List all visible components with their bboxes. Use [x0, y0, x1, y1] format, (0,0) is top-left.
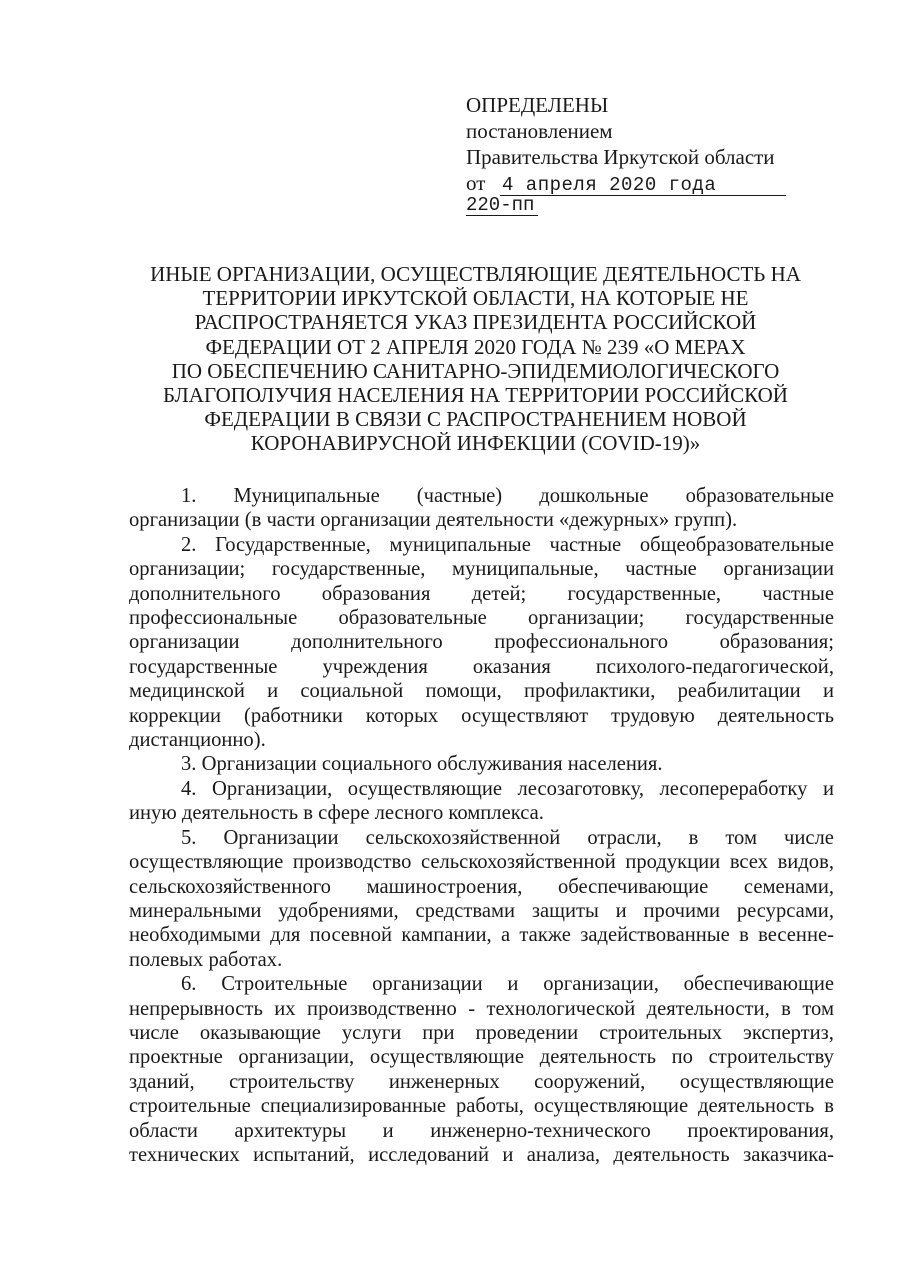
body-word: и [382, 1119, 394, 1142]
body-word: Муниципальные [233, 485, 380, 507]
body-word: иную деятельность в сфере лесного комплекса. [129, 802, 544, 825]
body-line [129, 1143, 834, 1167]
body-word: по [671, 1046, 693, 1069]
body-word: организации [372, 973, 483, 996]
body-word: экспертиз, [742, 1021, 834, 1044]
body-word: лесозаготовку, [517, 777, 644, 800]
body-line [129, 582, 834, 606]
body-word: строительные [129, 1095, 251, 1118]
body-line [129, 1021, 834, 1045]
body-word: профессионального [494, 631, 669, 654]
body-word: реабилитации [677, 680, 801, 703]
approval-stamp [466, 92, 796, 216]
body-word: государственные [685, 607, 834, 630]
body-word: коррекции [129, 704, 222, 727]
body-word: строительству [708, 1046, 834, 1069]
approval-heading: ОПРЕДЕЛЕНЫ [466, 93, 609, 117]
body-word: 4. [181, 777, 197, 800]
body-word: посевной [309, 924, 393, 947]
body-word: сельскохозяйственного [129, 875, 331, 898]
body-word: оказывающие [199, 1021, 321, 1044]
body-word: и [267, 680, 279, 703]
body-line [129, 826, 834, 850]
body-word: минеральными [129, 899, 262, 922]
body-word: государственные [129, 655, 278, 678]
body-word: анализа, [526, 1143, 601, 1166]
body-line [129, 752, 834, 776]
body-word: архитектуры [234, 1119, 347, 1142]
body-word: обеспечивающие [557, 875, 709, 898]
body-word: Государственные, [215, 533, 371, 556]
body-word: 6. [181, 973, 197, 996]
body-word: организации, [543, 973, 659, 996]
body-word: удобрениями, [278, 899, 399, 922]
body-word: видов, [777, 851, 834, 874]
body-word: осуществляющие [369, 1046, 525, 1069]
approval-date-prefix: от [466, 171, 486, 195]
body-word: государственные, [567, 582, 722, 605]
body-word: образования; [719, 631, 834, 654]
body-line [129, 997, 834, 1021]
body-word: осуществляют [461, 704, 589, 727]
body-word: всех [729, 851, 768, 874]
body-word: организации; [528, 607, 645, 630]
body-word: дистанционно). [129, 729, 266, 752]
body-line [129, 704, 834, 728]
body-word: в [824, 1095, 834, 1118]
body-word: услуги [341, 1021, 402, 1044]
body-word: задействованные [580, 924, 730, 947]
body-word: строительству [229, 1070, 355, 1093]
approval-number-line [466, 195, 796, 216]
body-word: специализированные [260, 1095, 447, 1118]
title-line: ПО ОБЕСПЕЧЕНИЮ САНИТАРНО-ЭПИДЕМИОЛОГИЧЕСКОГО [171, 358, 780, 383]
title-line: КОРОНАВИРУСНОЙ ИНФЕКЦИИ (COVID-19)» [250, 431, 701, 456]
approval-date-line [466, 170, 796, 196]
body-word: (работники [243, 704, 343, 727]
body-word: государственные, [271, 558, 426, 581]
body-word: организации, [238, 1046, 355, 1069]
body-word: деятельность [698, 1095, 815, 1118]
body-line [129, 1094, 834, 1118]
body-word: испытаний, [253, 1143, 355, 1166]
body-word: в [781, 997, 791, 1020]
approval-authority: Правительства Иркутской области [466, 145, 775, 169]
body-word: и [507, 973, 519, 996]
body-line [129, 899, 834, 923]
body-word: зданий, [129, 1070, 195, 1093]
approval-date: 4 апреля 2020 года [500, 175, 786, 196]
body-word: для [270, 924, 301, 947]
body-word: сельскохозяйственной [365, 826, 561, 849]
body-line [129, 655, 834, 679]
body-word: проведении [475, 1021, 579, 1044]
body-word: - [468, 997, 476, 1020]
body-word: инженерно-технического [430, 1119, 651, 1142]
body-word: 2. [181, 533, 197, 556]
body-word: ресурсами, [736, 899, 834, 922]
body-word: и [615, 899, 627, 922]
body-word: их [274, 997, 296, 1020]
body-line [129, 777, 834, 801]
body-line [129, 850, 834, 874]
body-word: том [725, 826, 757, 849]
body-word: образовательные [685, 485, 834, 507]
body-word: числе [129, 1021, 179, 1044]
body-word: образовательные [338, 607, 487, 630]
body-word: в [739, 924, 749, 947]
body-word: организации (в части организации деятельности «дежурных» групп). [129, 509, 738, 532]
body-word: учреждения [322, 655, 428, 678]
body-word: Строительные [221, 973, 348, 996]
body-word: производство [292, 851, 412, 874]
body-word: технологической [486, 997, 636, 1020]
body-word: частные [549, 533, 622, 556]
body-word: кампании, [401, 924, 492, 947]
body-word: медицинской [129, 680, 245, 703]
body-word: деятельность [539, 1046, 656, 1069]
body-word: деятельность [717, 704, 834, 727]
body-line [129, 679, 834, 703]
body-word: муниципальные, [452, 558, 599, 581]
body-word: частные [625, 558, 697, 581]
body-word: машиностроения, [366, 875, 523, 898]
body-word: осуществляющие [129, 851, 284, 874]
body-line [129, 875, 834, 899]
body-word: при [422, 1021, 455, 1044]
approval-number: 220-пп [466, 195, 538, 216]
body-word: образования [321, 582, 431, 605]
body-word: детей; [471, 582, 527, 605]
body-word: и [822, 777, 834, 800]
body-word: весенне- [758, 924, 834, 947]
body-word: 3. Организации социального обслуживания населения. [181, 753, 663, 776]
body-word: защиты [531, 899, 599, 922]
body-line [129, 1119, 834, 1143]
body-word: производственно [307, 997, 457, 1020]
body-word: числе [783, 826, 834, 849]
title-line: ИНЫЕ ОРГАНИЗАЦИИ, ОСУЩЕСТВЛЯЮЩИЕ ДЕЯТЕЛЬНОСТЬ НА [150, 262, 801, 286]
body-word: деятельность [613, 1143, 730, 1166]
body-word: профессиональные [129, 607, 298, 630]
body-line [129, 728, 834, 752]
body-word: в [688, 826, 699, 849]
body-word: дополнительного [291, 631, 443, 654]
body-word: и [502, 1143, 514, 1166]
body-word: семенами, [743, 875, 834, 898]
body-word: том [802, 997, 834, 1020]
body-word: профилактики, [524, 680, 656, 703]
body-word: Организации [223, 826, 339, 849]
approval-resolution: постановлением [466, 119, 613, 143]
body-word: проектные [129, 1046, 223, 1069]
title-line: ТЕРРИТОРИИ ИРКУТСКОЙ ОБЛАСТИ, НА КОТОРЫЕ НЕ [202, 286, 749, 311]
body-word: дошкольные [539, 485, 649, 507]
body-word: непрерывность [129, 997, 263, 1020]
body-word: (частные) [416, 485, 503, 507]
body-line [129, 630, 834, 654]
body-word: строительных [599, 1021, 723, 1044]
body-line [129, 557, 834, 581]
title-line: РАСПРОСТРАНЯЕТСЯ УКАЗ ПРЕЗИДЕНТА РОССИЙСКОЙ [194, 310, 757, 335]
body-word: исследований [368, 1143, 489, 1166]
body-word: организации [723, 558, 834, 581]
body-word: продукции [625, 851, 721, 874]
body-line [129, 923, 834, 947]
body-word: а [500, 924, 511, 947]
body-word: работы, [456, 1095, 524, 1118]
title-line: БЛАГОПОЛУЧИЯ НАСЕЛЕНИЯ НА ТЕРРИТОРИИ РОССИЙСКОЙ [163, 383, 788, 408]
body-line [129, 1070, 834, 1094]
body-word: социальной [300, 680, 404, 703]
body-word: отрасли, [587, 826, 662, 849]
body-line [129, 508, 834, 532]
body-word: прочими [643, 899, 721, 922]
body-word: лесопереработку [659, 777, 808, 800]
body-word: оказания [472, 655, 551, 678]
body-line [129, 533, 834, 557]
body-word: деятельности, [646, 997, 770, 1020]
body-word: осуществляющие [533, 1095, 689, 1118]
body-word: 1. [181, 485, 197, 507]
body-line [129, 801, 834, 825]
body-word: также [519, 924, 571, 947]
body-word: инженерных [388, 1070, 500, 1093]
body-word: осуществляющие [679, 1070, 834, 1093]
body-word: средствами [415, 899, 516, 922]
body-word: муниципальные [389, 533, 531, 556]
document-title [120, 262, 831, 456]
body-word: заказчика- [743, 1143, 834, 1166]
body-word: Организации, [211, 777, 333, 800]
body-word: 5. [181, 826, 197, 849]
body-word: технических [129, 1143, 240, 1166]
body-line [129, 948, 834, 972]
body-word: сельскохозяйственной [420, 851, 616, 874]
body-word: частные [762, 582, 834, 605]
document-body [129, 484, 834, 1167]
body-word: дополнительного [129, 582, 281, 605]
body-word: проектирования, [687, 1119, 834, 1142]
body-word: области [129, 1119, 198, 1142]
body-line [129, 484, 834, 508]
body-word: общеобразовательные [639, 533, 834, 556]
body-word: организации; [129, 558, 246, 581]
body-word: осуществляющие [347, 777, 503, 800]
body-word: необходимыми [129, 924, 261, 947]
body-line [129, 1045, 834, 1069]
body-word: полевых работах. [129, 948, 283, 971]
body-word: психолого-педагогической, [595, 655, 834, 678]
body-word: трудовую [611, 704, 695, 727]
title-line: ФЕДЕРАЦИИ В СВЯЗИ С РАСПРОСТРАНЕНИЕМ НОВОЙ [204, 407, 747, 432]
body-word: которых [365, 704, 439, 727]
body-line [129, 972, 834, 996]
body-word: сооружений, [534, 1070, 646, 1093]
body-line [129, 606, 834, 630]
body-word: помощи, [425, 680, 502, 703]
body-word: обеспечивающие [683, 973, 834, 996]
title-line: ФЕДЕРАЦИИ ОТ 2 АПРЕЛЯ 2020 ГОДА № 239 «О МЕРАХ [205, 334, 746, 359]
body-word: и [822, 680, 834, 703]
body-word: организации [129, 631, 240, 654]
